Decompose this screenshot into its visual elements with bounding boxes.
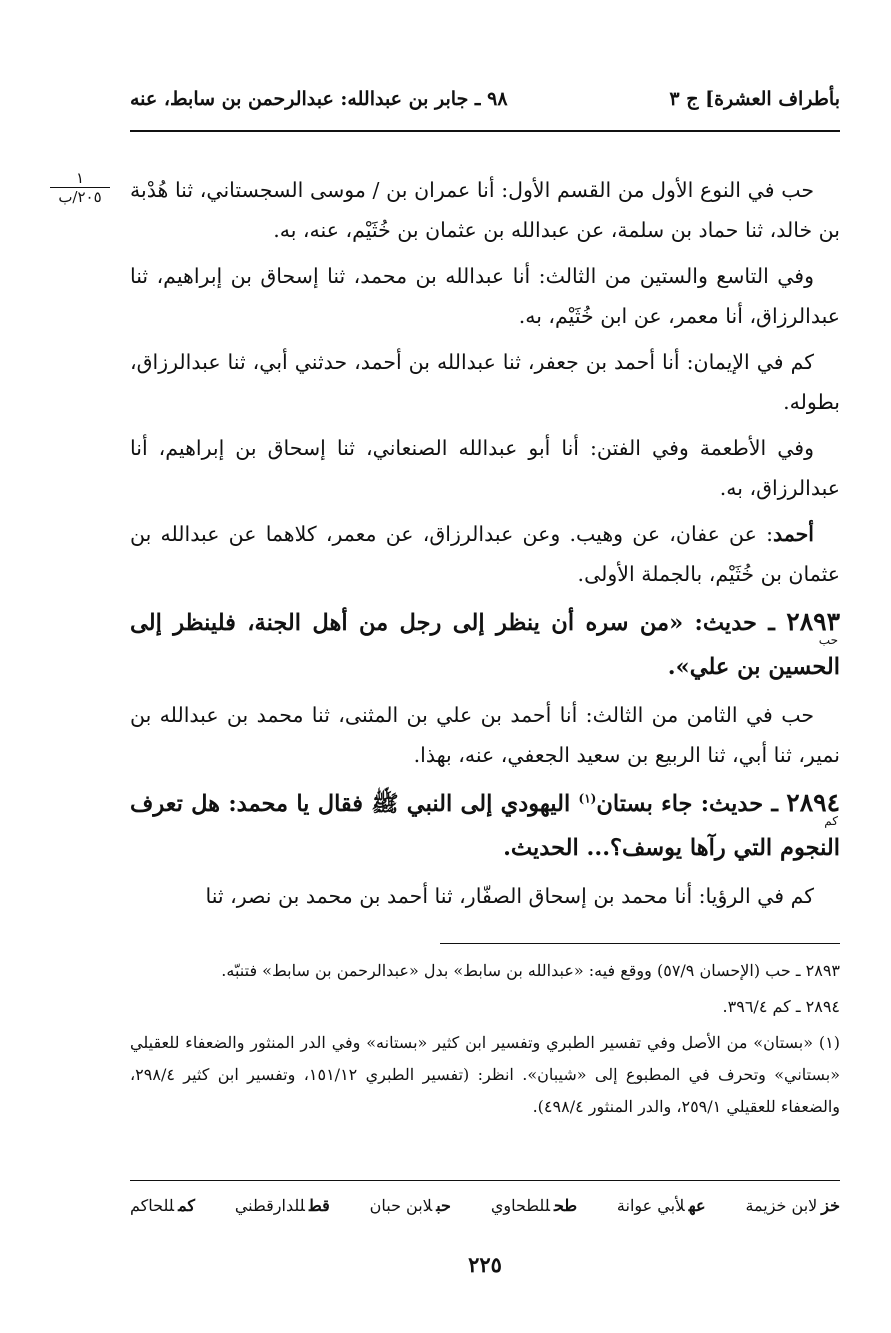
footnote: ٢٨٩٤ ـ كم ٣٩٦/٤. — [722, 997, 840, 1016]
legend-item: قطللدارقطني — [234, 1196, 330, 1215]
hadith-siglum: حب — [818, 633, 838, 647]
legend-rule — [130, 1180, 840, 1181]
hadith-number: ٢٨٩٣ — [786, 607, 840, 636]
legend-item: خزلابن خزيمة — [745, 1196, 840, 1215]
margin-note — [50, 170, 110, 206]
hadith-number: ٢٨٩٤ — [786, 788, 841, 817]
footnote-mark: (١) — [578, 791, 597, 806]
hadith-text: ـ حديث: جاء بستان — [596, 791, 787, 817]
paragraph: حب في النوع الأول من القسم الأول: أنا عمران بن / موسى السجستاني، ثنا هُدْبة بن خالد، ثنا حماد بن سلمة، عن عبدالله بن عثمان بن خُثَيْم، عنه، به. — [130, 178, 840, 242]
paragraph: كم في الرؤيا: أنا محمد بن إسحاق الصفّار، ثنا أحمد بن محمد بن نصر، ثنا — [205, 884, 814, 908]
header-rule — [130, 130, 840, 132]
running-header — [130, 88, 840, 124]
main-text — [130, 170, 840, 922]
legend-item: حبلابن حبان — [369, 1196, 451, 1215]
page-number: ٢٢٥ — [468, 1252, 502, 1277]
legend-item: كمللحاكم — [130, 1196, 195, 1215]
chapter-title: ٩٨ ـ جابر بن عبدالله: عبدالرحمن بن سابط، عنه — [130, 88, 508, 110]
hadith-2894 — [130, 781, 840, 870]
paragraph: حب في الثامن من الثالث: أنا أحمد بن علي بن المثنى، ثنا محمد بن عبدالله بن نمير، ثنا أبي، ثنا الربيع بن سعيد الجعفي، عنه، بهذا. — [130, 703, 840, 767]
abbreviation-legend — [130, 1196, 840, 1215]
paragraph-ahmad — [130, 514, 840, 594]
paragraph: وفي التاسع والستين من الثالث: أنا عبدالله بن محمد، ثنا إسحاق بن إبراهيم، ثنا عبدالرزاق، أنا معمر، عن ابن خُثَيْم، به. — [130, 264, 840, 328]
page — [58, 0, 841, 1333]
paragraph: وفي الأطعمة وفي الفتن: أنا أبو عبدالله الصنعاني، ثنا إسحاق بن إبراهيم، أنا عبدالرزاق، به. — [130, 436, 840, 500]
ahmad-text: : عن عفان، عن وهيب. وعن عبدالرزاق، عن معمر، كلاهما عن عبدالله بن عثمان بن خُثَيْم، بالجملة الأولى. — [130, 522, 840, 586]
footnote: ٢٨٩٣ ـ حب (الإحسان ٥٧/٩) ووقع فيه: «عبدالله بن سابط» بدل «عبدالرحمن بن سابط» فتنبّه. — [221, 961, 840, 980]
legend-item: عهلأبي عوانة — [616, 1196, 706, 1215]
ahmad-label: أحمد — [773, 522, 814, 546]
footnote: (١) «بستان» من الأصل وفي تفسير الطبري وتفسير ابن كثير «بستانه» وفي الدر المنثور والضعفاء للعقيلي «بستاني» وتحرف في المطبوع إلى «شيبان». انظر: (تفسير الطبري ١٥١/١٢، وتفسير ابن كثير ٢٩٨/٤، والضعفاء للعقيلي ٢٥٩/١، والدر المنثور ٤٩٨/٤). — [130, 1033, 841, 1116]
margin-note-ref: ٢٠٥/ب — [58, 188, 102, 206]
hadith-2893 — [130, 600, 840, 689]
hadith-siglum: كم — [824, 814, 838, 828]
footnotes — [130, 955, 840, 1127]
book-title: بأطراف العشرة] ج ٣ — [669, 88, 840, 110]
legend-item: طحللطحاوي — [490, 1196, 578, 1215]
hadith-text: اليهودي إلى النبي ﷺ فقال يا محمد: هل تعرف النجوم التي رآها يوسف؟... الحديث. — [130, 791, 840, 861]
paragraph: كم في الإيمان: أنا أحمد بن جعفر، ثنا عبدالله بن أحمد، حدثني أبي، ثنا عبدالرزاق، بطوله. — [130, 350, 840, 414]
margin-note-number: ١ — [50, 170, 110, 188]
footnote-rule — [440, 943, 840, 944]
hadith-text: ـ حديث: «من سره أن ينظر إلى رجل من أهل الجنة، فلينظر إلى الحسين بن علي». — [130, 610, 840, 680]
